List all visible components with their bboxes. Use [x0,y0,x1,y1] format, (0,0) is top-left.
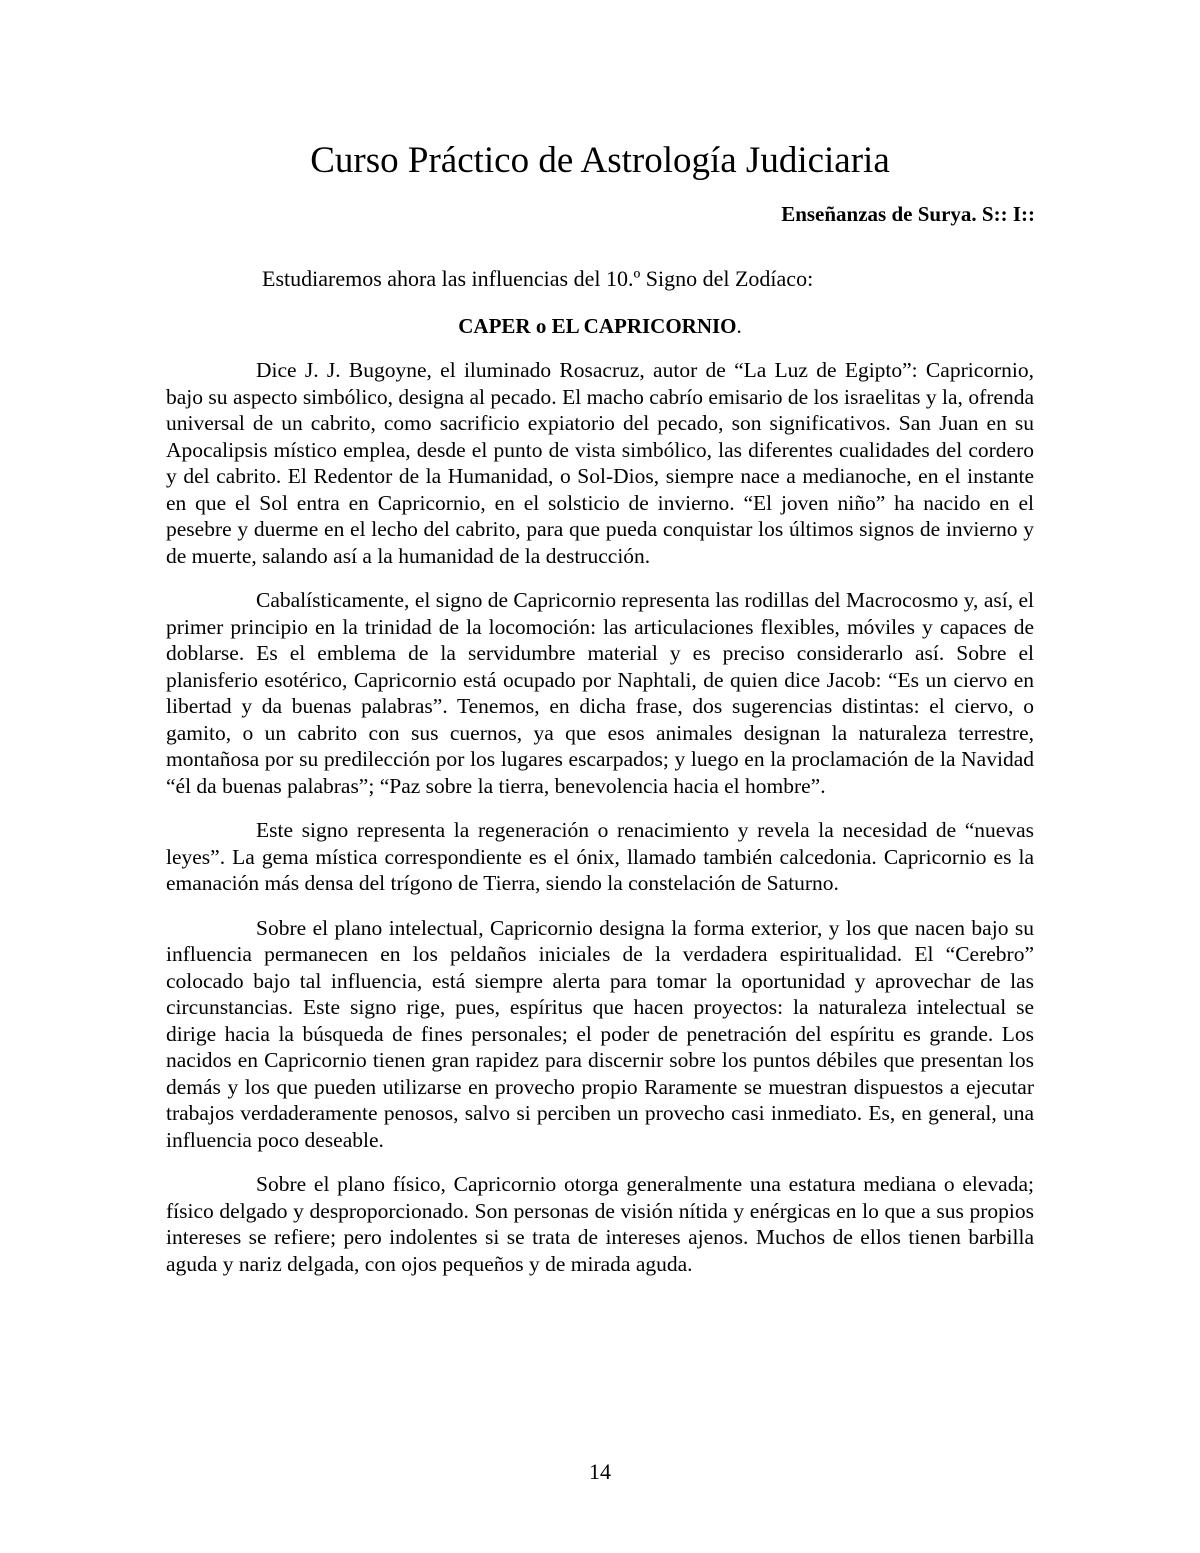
body-text [166,357,1034,1295]
paragraph: Dice J. J. Bugoyne, el iluminado Rosacruz, autor de “La Luz de Egipto”: Capricornio, bajo su aspecto simbólico, designa al pecado. El macho cabrío emisario de los israelitas y la, ofrenda universal de un cabrito, como sacrificio expiatorio del pecado, son significativos. San Juan en su Apocalipsis místico emplea, desde el punto de vista simbólico, las diferentes cualidades del cordero y del cabrito. El Redentor de la Humanidad, o Sol-Dios, siempre nace a medianoche, en el instante en que el Sol entra en Capricornio, en el solsticio de invierno. “El joven niño” ha nacido en el pesebre y duerme en el lecho del cabrito, para que pueda conquistar los últimos signos de invierno y de muerte, salando así a la humanidad de la destrucción. [166,358,1034,568]
page-title: Curso Práctico de Astrología Judiciaria [310,140,890,181]
paragraph: Sobre el plano físico, Capricornio otorga generalmente una estatura mediana o elevada; físico delgado y desproporcionado. Son personas de visión nítida y enérgicas en lo que a sus propios intereses se refiere; pero indolentes si se trata de intereses ajenos. Muchos de ellos tienen barbilla aguda y nariz delgada, con ojos pequeños y de mirada aguda. [166,1172,1034,1276]
paragraph: Cabalísticamente, el signo de Capricornio representa las rodillas del Macrocosmo y, así, el primer principio en la trinidad de la locomoción: las articulaciones flexibles, móviles y capaces de doblarse. Es el emblema de la servidumbre material y es preciso considerarlo así. Sobre el planisferio esotérico, Capricornio está ocupado por Naphtali, de quien dice Jacob: “Es un ciervo en libertad y da buenas palabras”. Tenemos, en dicha frase, dos sugerencias distintas: el ciervo, o gamito, o un cabrito con sus cuernos, ya que esos animales designan la naturaleza terrestre, montañosa por su predilección por los lugares escarpados; y luego en la proclamación de la Navidad “él da buenas palabras”; “Paz sobre la tierra, benevolencia hacia el hombre”. [166,588,1034,798]
section-heading-punct: . [736,314,742,338]
section-heading [0,312,1200,340]
page-number: 14 [589,1459,611,1484]
intro-text: Estudiaremos ahora las influencias del 10.º Signo del Zodíaco: [262,266,814,291]
paragraph: Este signo representa la regeneración o renacimiento y revela la necesidad de “nuevas leyes”. La gema mística correspondiente es el ónix, llamado también calcedonia. Capricornio es la emanación más densa del trígono de Tierra, siendo la constelación de Saturno. [166,818,1034,895]
paragraph: Sobre el plano intelectual, Capricornio designa la forma exterior, y los que nacen bajo su influencia permanecen en los peldaños iniciales de la verdadera espiritualidad. El “Cerebro” colocado bajo tal influencia, está siempre alerta para tomar la oportunidad y aprovechar de las circunstancias. Este signo rige, pues, espíritus que hacen proyectos: la naturaleza intelectual se dirige hacia la búsqueda de fines personales; el poder de penetración del espíritu es grande. Los nacidos en Capricornio tienen gran rapidez para discernir sobre los puntos débiles que presentan los demás y los que pueden utilizarse en provecho propio Raramente se muestran dispuestos a ejecutar trabajos verdaderamente penosos, salvo si perciben un provecho casi inmediato. Es, en general, una influencia poco deseable. [166,915,1034,1152]
section-heading-text: CAPER o EL CAPRICORNIO [458,314,737,338]
subtitle: Enseñanzas de Surya. S:: I:: [781,202,1035,226]
